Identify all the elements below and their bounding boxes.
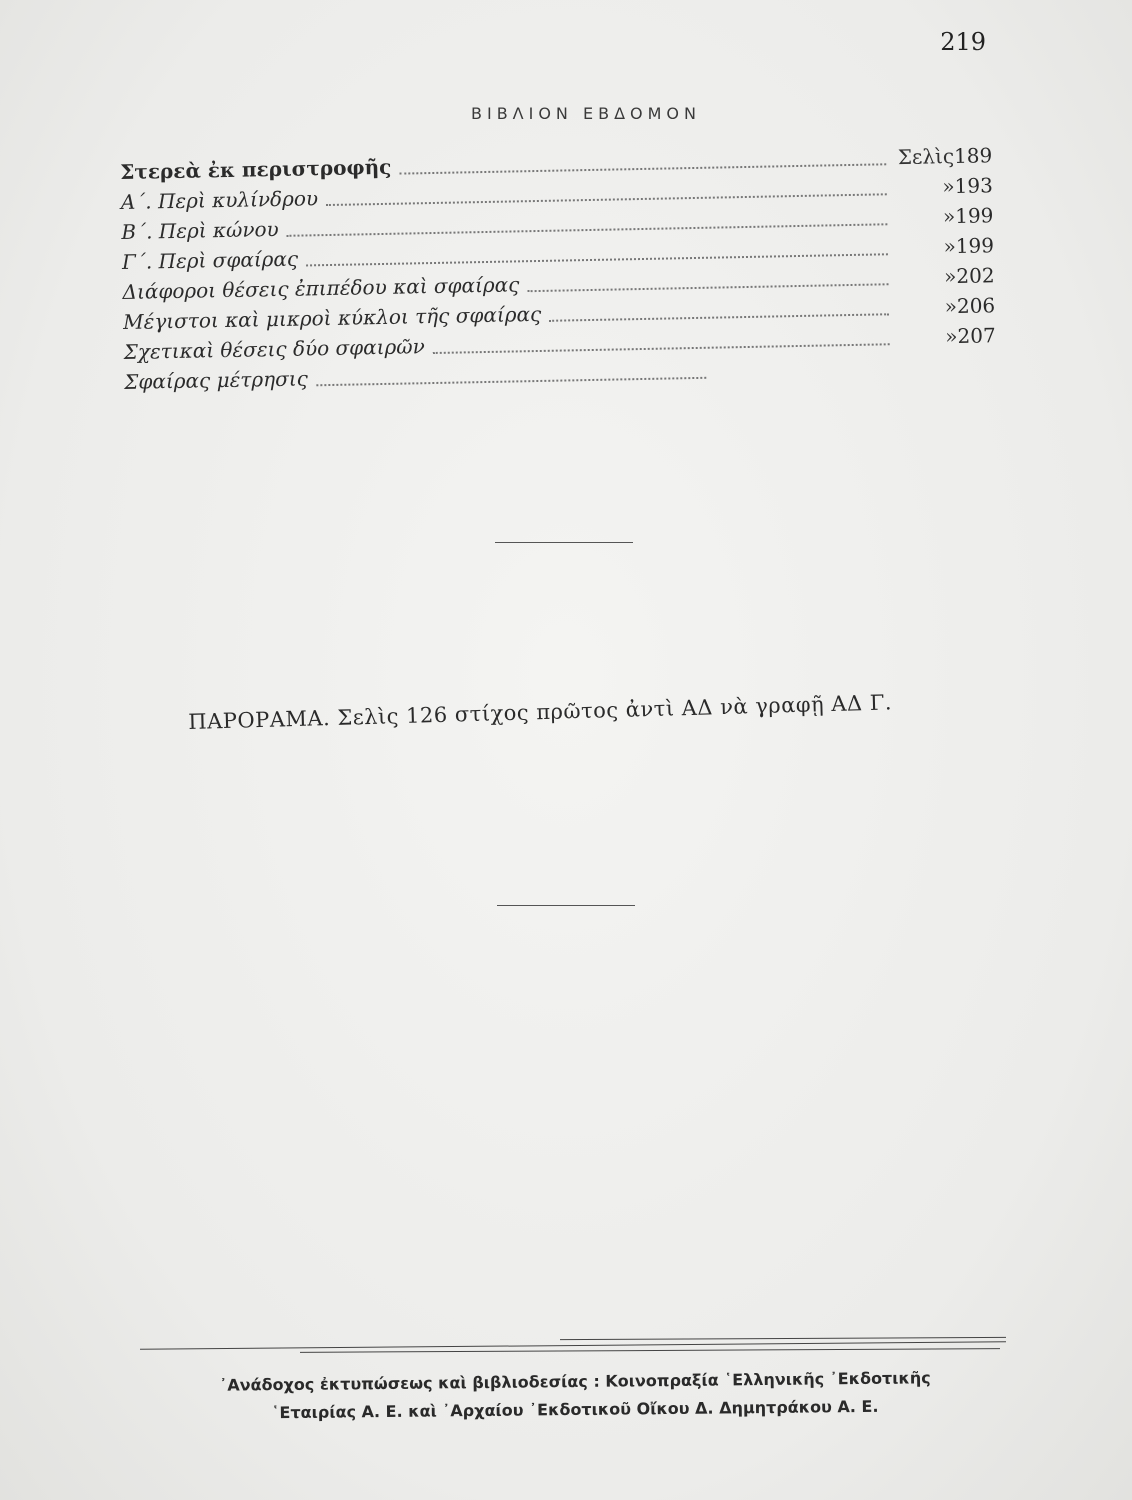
toc-leader-dots: [287, 223, 888, 237]
toc-title: Α΄. Περὶ κυλίνδρου: [120, 186, 319, 214]
toc-page: 199: [954, 203, 994, 228]
toc-title: Σχετικαὶ θέσεις δύο σφαιρῶν: [123, 334, 425, 364]
toc-title: Στερεὰ ἐκ περιστροφῆς: [120, 154, 392, 184]
toc-marker: »: [944, 293, 958, 319]
toc-page: 199: [955, 233, 995, 258]
section-divider: [495, 542, 633, 543]
toc-page: 206: [956, 293, 996, 318]
table-of-contents: [120, 143, 994, 400]
toc-leader-dots: [399, 163, 886, 174]
toc-leader-dots: [326, 193, 887, 206]
errata-note: ΠΑΡΟΡΑΜΑ. Σελὶς 126 στίχος πρῶτος ἀντὶ ΑΔ νὰ γραφῇ ΑΔ Γ.: [188, 690, 893, 734]
toc-marker: »: [942, 203, 956, 229]
toc-page: 202: [956, 263, 995, 288]
toc-page: 189: [953, 143, 993, 168]
toc-page: 207: [957, 323, 996, 348]
colophon-line: ᾿Ανάδοχος ἐκτυπώσεως καὶ βιβλιοδεσίας : Κοινοπραξία ῾Ελληνικῆς ᾿Εκδοτικῆς: [219, 1368, 931, 1395]
toc-page: [774, 376, 810, 377]
colophon-line: ῾Εταιρίας Α. Ε. καὶ ᾿Αρχαίου ᾿Εκδοτικοῦ Οἴκου Δ. Δημητράκου Α. Ε.: [271, 1396, 879, 1423]
footer-rule: [560, 1337, 1006, 1340]
toc-marker: Σελὶς: [897, 143, 955, 170]
section-divider: [497, 905, 635, 906]
page-number: 219: [940, 28, 986, 56]
toc-marker: »: [943, 263, 957, 289]
toc-marker: »: [945, 323, 958, 349]
toc-title: Μέγιστοι καὶ μικροὶ κύκλοι τῆς σφαίρας: [122, 301, 542, 334]
toc-marker: »: [942, 173, 955, 199]
toc-title: Γ΄. Περὶ σφαίρας: [121, 246, 299, 274]
toc-leader-dots: [433, 343, 890, 354]
toc-leader-dots: [316, 377, 706, 386]
toc-marker: »: [943, 233, 957, 259]
toc-leader-dots: [527, 283, 888, 292]
toc-title: Σφαίρας μέτρησις: [124, 366, 309, 394]
toc-leader-dots: [549, 313, 889, 322]
toc-marker: [714, 376, 774, 377]
book-heading: ΒΙΒΛΙΟΝ ΕΒΔΟΜΟΝ: [471, 104, 701, 123]
toc-title: Β΄. Περὶ κώνου: [121, 216, 279, 244]
footer-rule: [300, 1348, 1000, 1353]
toc-page: 193: [954, 173, 994, 198]
toc-title: Διάφοροι θέσεις ἐπιπέδου καὶ σφαίρας: [122, 272, 520, 304]
toc-leader-dots: [306, 253, 888, 266]
